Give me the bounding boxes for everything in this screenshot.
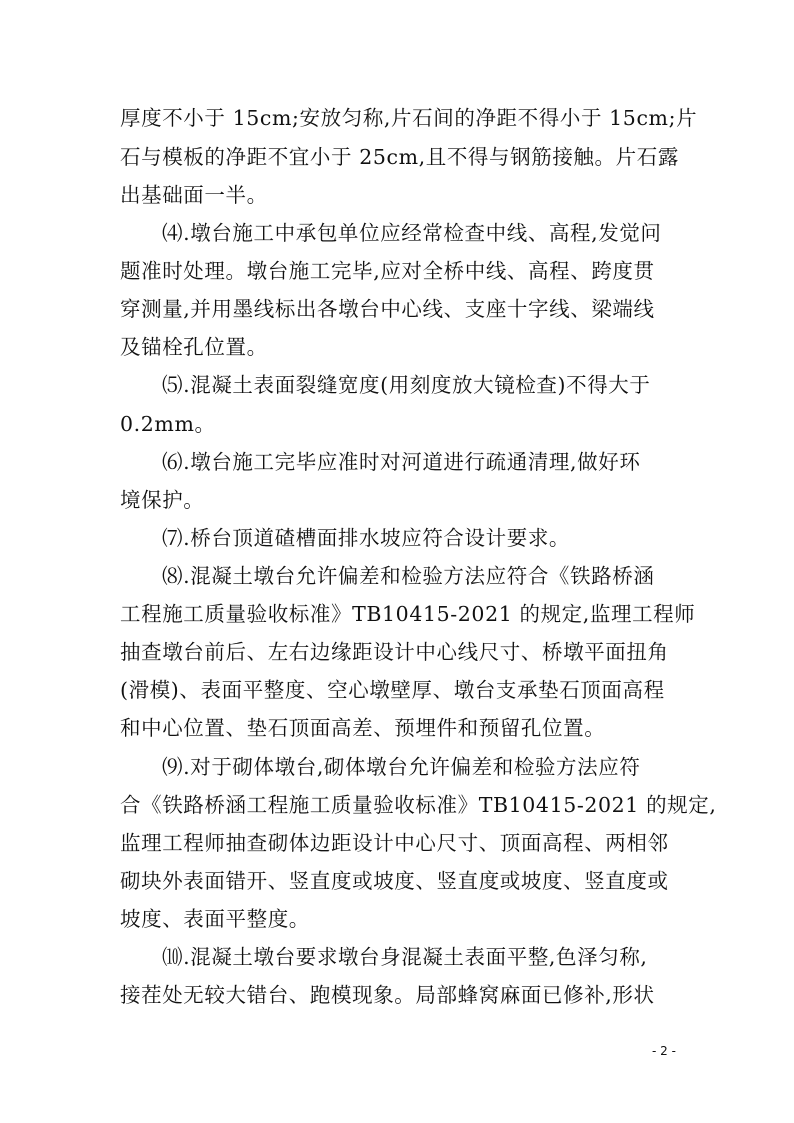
paragraph-line: 题准时处理。墩台施工完毕,应对全桥中线、高程、跨度贯 bbox=[120, 259, 655, 283]
page-number: - 2 - bbox=[652, 1044, 676, 1058]
paragraph-line: 接茬处无较大错台、跑模现象。局部蜂窝麻面已修补,形状 bbox=[120, 983, 655, 1007]
paragraph-line: 及锚栓孔位置。 bbox=[120, 335, 268, 359]
paragraph-line: 工程施工质量验收标准》TB10415-2021 的规定,监理工程师 bbox=[120, 602, 696, 626]
paragraph-line: 石与模板的净距不宜小于 25cm,且不得与钢筋接触。片石露 bbox=[120, 145, 679, 169]
paragraph-line: ⑹.墩台施工完毕应准时对河道进行疏通清理,做好环 bbox=[162, 450, 641, 474]
paragraph-line: ⑼.对于砌体墩台,砌体墩台允许偏差和检验方法应符 bbox=[162, 755, 641, 779]
paragraph-line: ⑽.混凝土墩台要求墩台身混凝土表面平整,色泽匀称, bbox=[162, 945, 648, 969]
paragraph-line: 砌块外表面错开、竖直度或坡度、竖直度或坡度、竖直度或 bbox=[120, 869, 669, 893]
paragraph-line: 境保护。 bbox=[120, 488, 205, 512]
paragraph-line: ⑺.桥台顶道碴槽面排水坡应符合设计要求。 bbox=[162, 526, 571, 550]
paragraph-line: ⑸.混凝土表面裂缝宽度(用刻度放大镜检查)不得大于 bbox=[162, 373, 651, 397]
paragraph-line: 合《铁路桥涵工程施工质量验收标准》TB10415-2021 的规定, bbox=[120, 793, 717, 817]
paragraph-line: 穿测量,并用墨线标出各墩台中心线、支座十字线、梁端线 bbox=[120, 297, 655, 321]
paragraph-line: ⑻.混凝土墩台允许偏差和检验方法应符合《铁路桥涵 bbox=[162, 564, 655, 588]
paragraph-line: 监理工程师抽查砌体边距设计中心尺寸、顶面高程、两相邻 bbox=[120, 831, 669, 855]
paragraph-line: 厚度不小于 15cm;安放匀称,片石间的净距不得小于 15cm;片 bbox=[120, 106, 698, 130]
paragraph-line: 出基础面一半。 bbox=[120, 183, 268, 207]
paragraph-line: (滑模)、表面平整度、空心墩壁厚、墩台支承垫石顶面高程 bbox=[120, 678, 665, 702]
paragraph-line: 坡度、表面平整度。 bbox=[120, 907, 310, 931]
paragraph-line: 抽查墩台前后、左右边缘距设计中心线尺寸、桥墩平面扭角 bbox=[120, 640, 669, 664]
paragraph-line: 和中心位置、垫石顶面高差、预埋件和预留孔位置。 bbox=[120, 716, 606, 740]
paragraph-line: 0.2mm。 bbox=[120, 412, 216, 436]
paragraph-line: ⑷.墩台施工中承包单位应经常检查中线、高程,发觉问 bbox=[162, 221, 662, 245]
